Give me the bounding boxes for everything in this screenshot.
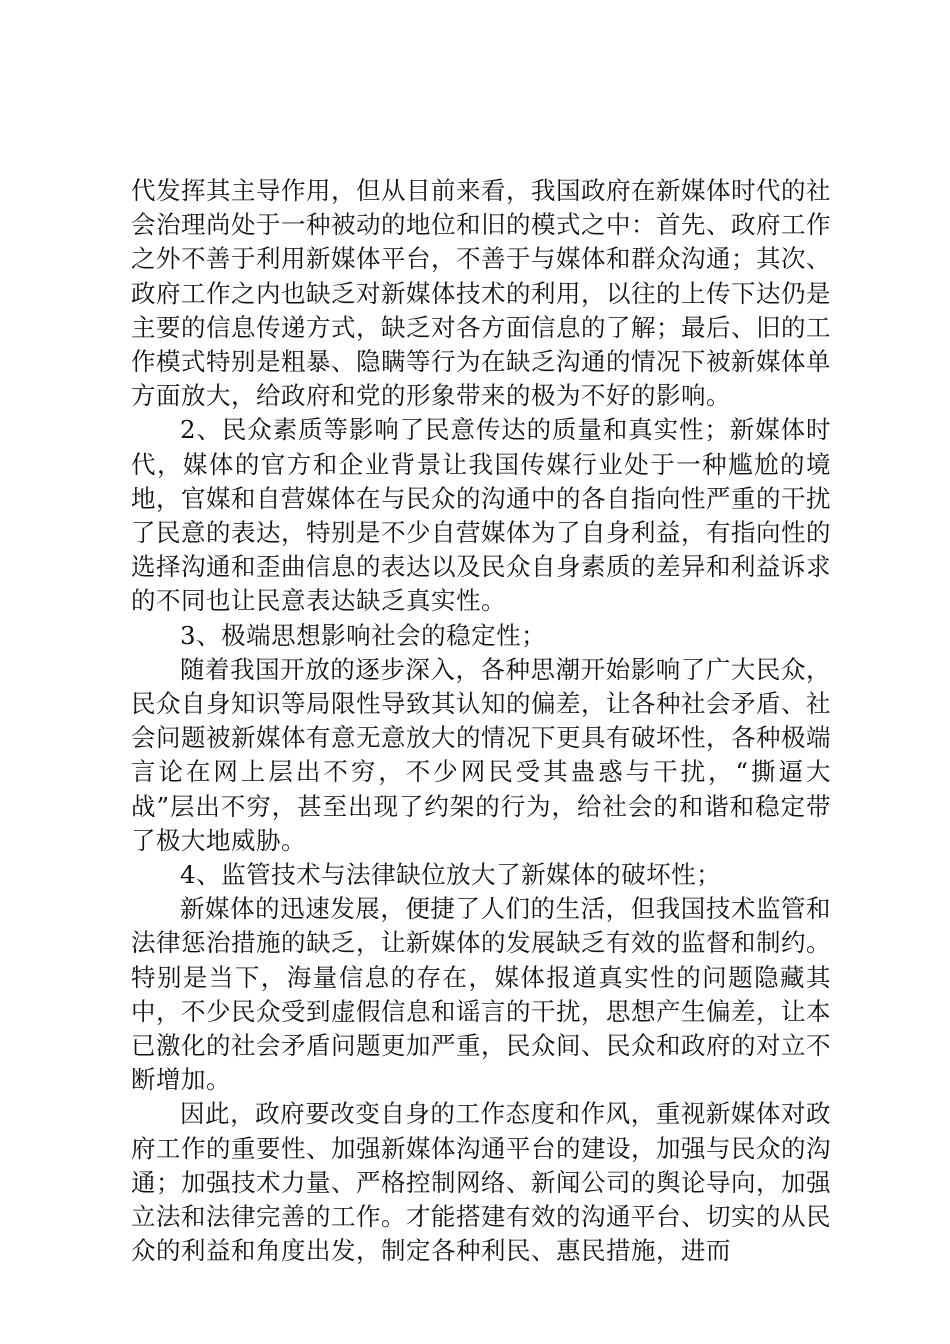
paragraph-point-4: 新媒体的迅速发展，便捷了人们的生活，但我国技术监管和法律惩治措施的缺乏，让新媒体的发展缺乏有效的监督和制约。特别是当下，海量信息的存在，媒体报道真实性的问题隐藏其中，不少民众受到虚假信息和谣言的干扰，思想产生偏差，让本已激化的社会矛盾问题更加严重，民众间、民众和政府的对立不断增加。 — [131, 894, 831, 1095]
paragraph-point-2: 2、民众素质等影响了民意传达的质量和真实性；新媒体时代，媒体的官方和企业背景让我国传媒行业处于一种尴尬的境地，官媒和自营媒体在与民众的沟通中的各自指向性严重的干扰了民意的表达，特别是不少自营媒体为了自身利益，有指向性的选择沟通和歪曲信息的表达以及民众自身素质的差异和利益诉求的不同也让民意表达缺乏真实性。 — [131, 415, 831, 616]
paragraph-point-3: 随着我国开放的逐步深入，各种思潮开始影响了广大民众，民众自身知识等局限性导致其认知的偏差，让各种社会矛盾、社会问题被新媒体有意无意放大的情况下更具有破坏性，各种极端言论在网上层出不穷，不少网民受其蛊惑与干扰，“撕逼大战”层出不穷，甚至出现了约架的行为，给社会的和谐和稳定带了极大地威胁。 — [131, 654, 831, 855]
document-body — [131, 174, 831, 1269]
heading-point-3: 3、极端思想影响社会的稳定性； — [180, 620, 547, 650]
paragraph-intro: 代发挥其主导作用，但从目前来看，我国政府在新媒体时代的社会治理尚处于一种被动的地位和旧的模式之中：首先、政府工作之外不善于利用新媒体平台，不善于与媒体和群众沟通；其次、政府工作之内也缺乏对新媒体技术的利用，以往的上传下达仍是主要的信息传递方式，缺乏对各方面信息的了解；最后、旧的工作模式特别是粗暴、隐瞒等行为在缺乏沟通的情况下被新媒体单方面放大，给政府和党的形象带来的极为不好的影响。 — [131, 176, 831, 411]
paragraph-conclusion: 因此，政府要改变自身的工作态度和作风，重视新媒体对政府工作的重要性、加强新媒体沟通平台的建设，加强与民众的沟通；加强技术力量、严格控制网络、新闻公司的舆论导向，加强立法和法律完善的工作。才能搭建有效的沟通平台、切实的从民众的利益和角度出发，制定各种利民、惠民措施，进而 — [131, 1099, 831, 1266]
heading-point-4: 4、监管技术与法律缺位放大了新媒体的破坏性； — [180, 860, 722, 890]
